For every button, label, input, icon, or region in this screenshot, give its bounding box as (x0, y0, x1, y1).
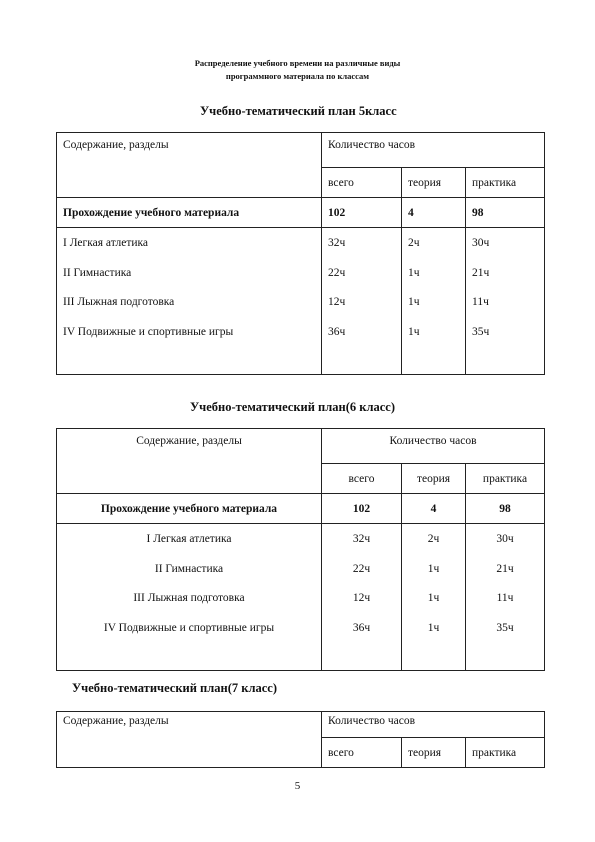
section-theory (402, 524, 466, 671)
row-total: 36ч (328, 325, 346, 338)
row-practice: 21ч (496, 562, 514, 575)
row-total: 32ч (328, 237, 346, 249)
row-label: IV Подвижные и спортивные игры (103, 621, 275, 634)
row-practice: 35ч (472, 325, 490, 338)
summary-theory: 4 (402, 198, 466, 228)
row-theory: 1ч (408, 325, 420, 338)
header-total: всего (322, 464, 402, 494)
summary-label: Прохождение учебного материала (57, 494, 322, 524)
row-total: 32ч (352, 533, 371, 545)
header-practice: практика (466, 464, 545, 494)
summary-row (57, 494, 545, 524)
table-row (57, 524, 545, 671)
summary-row (57, 198, 545, 228)
row-total: 12ч (328, 296, 346, 308)
page-number: 5 (294, 780, 301, 792)
heading-line-2: программного материала по классам (225, 71, 370, 81)
header-hours: Количество часов (322, 712, 545, 738)
header-total: всего (322, 738, 402, 768)
row-theory: 1ч (408, 266, 420, 279)
row-label: IV Подвижные и спортивные игры (63, 325, 234, 338)
summary-total: 102 (322, 198, 402, 228)
row-theory: 1ч (408, 296, 420, 308)
header-theory: теория (402, 464, 466, 494)
summary-label: Прохождение учебного материала (57, 198, 322, 228)
row-label: II Гимнастика (63, 266, 132, 279)
header-practice: практика (466, 738, 545, 768)
row-theory: 1ч (427, 592, 440, 604)
section-theory (402, 228, 466, 375)
row-theory: 1ч (427, 562, 440, 575)
plan-table-grade-7 (56, 711, 545, 768)
summary-practice: 98 (466, 198, 545, 228)
header-content: Содержание, разделы (57, 133, 322, 198)
row-practice: 30ч (496, 533, 514, 545)
row-theory: 2ч (427, 533, 440, 545)
header-total: всего (322, 168, 402, 198)
header-theory: теория (402, 738, 466, 768)
row-label: II Гимнастика (154, 562, 224, 575)
plan-table-grade-5 (56, 132, 545, 375)
section-totals (322, 524, 402, 671)
row-total: 36ч (352, 621, 371, 634)
page-heading (0, 57, 595, 83)
row-theory: 1ч (427, 621, 440, 634)
row-practice: 30ч (472, 237, 490, 249)
section-totals (322, 228, 402, 375)
table-caption-grade-6: Учебно-тематический план(6 класс) (190, 400, 395, 414)
table-caption-grade-5: Учебно-тематический план 5класс (200, 104, 397, 118)
row-practice: 11ч (472, 296, 489, 308)
row-practice: 11ч (496, 592, 514, 604)
row-label: I Легкая атлетика (63, 237, 149, 249)
row-label: III Лыжная подготовка (63, 296, 175, 308)
header-content: Содержание, разделы (57, 429, 322, 494)
section-practice (466, 228, 545, 375)
plan-table-grade-6 (56, 428, 545, 671)
summary-practice: 98 (466, 494, 545, 524)
row-total: 22ч (352, 562, 371, 575)
section-labels (57, 524, 322, 671)
row-practice: 21ч (472, 266, 490, 279)
row-theory: 2ч (408, 237, 420, 249)
summary-theory: 4 (402, 494, 466, 524)
row-total: 22ч (328, 266, 346, 279)
header-theory: теория (402, 168, 466, 198)
row-practice: 35ч (496, 621, 514, 634)
section-practice (466, 524, 545, 671)
summary-total: 102 (322, 494, 402, 524)
row-label: III Лыжная подготовка (133, 592, 245, 604)
heading-line-1: Распределение учебного времени на различные виды (194, 58, 401, 68)
table-caption-grade-7: Учебно-тематический план(7 класс) (72, 681, 277, 695)
header-practice: практика (466, 168, 545, 198)
row-total: 12ч (352, 592, 371, 604)
header-hours: Количество часов (322, 429, 545, 464)
table-row (57, 228, 545, 375)
section-labels (57, 228, 322, 375)
header-content: Содержание, разделы (57, 712, 322, 768)
header-hours: Количество часов (322, 133, 545, 168)
row-label: I Легкая атлетика (146, 533, 232, 545)
